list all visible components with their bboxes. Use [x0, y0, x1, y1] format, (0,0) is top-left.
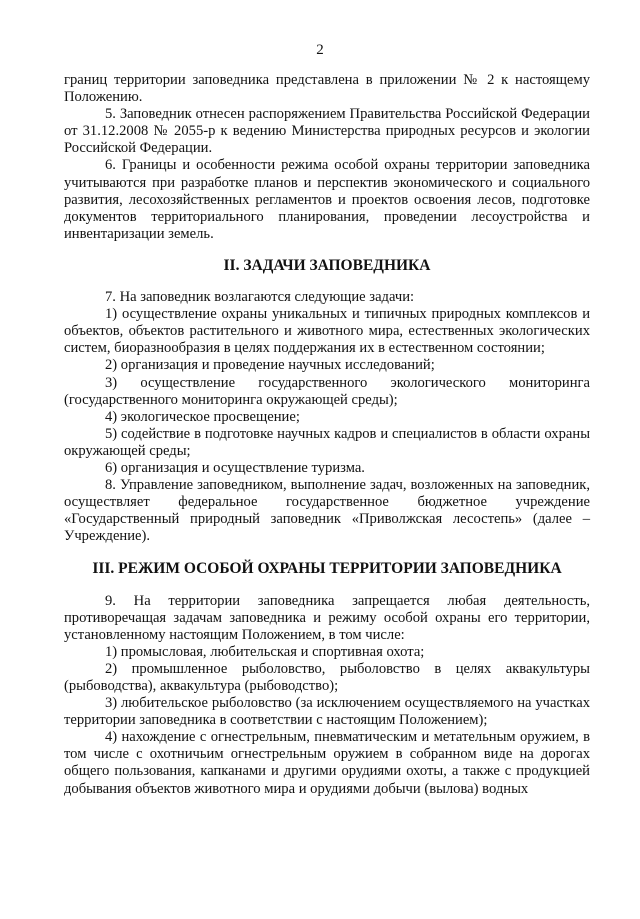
paragraph-6: 6. Границы и особенности режима особой охраны территории заповедника учитываются при разработке планов и перспектив экономического и социального развития, лесохозяйственных регламентов и проектов освоения лесов, подготовке документов территориального планирования, проведении лесоустройства и инвентаризации земель.: [64, 157, 590, 242]
paragraph-7: 7. На заповедник возлагаются следующие задачи:: [105, 289, 415, 306]
prohibition-item-3: 3) любительское рыболовство (за исключением осуществляемого на участках территории заповедника в соответствии с настоящим Положением);: [64, 695, 590, 729]
task-item-4: 4) экологическое просвещение;: [105, 408, 300, 425]
paragraph-continuation: границ территории заповедника представлена в приложении № 2 к настоящему Положению.: [64, 72, 590, 106]
task-item-3: 3) осуществление государственного экологического мониторинга (государственного мониторинга окружающей среды);: [64, 374, 590, 408]
section-heading-tasks: II. ЗАДАЧИ ЗАПОВЕДНИКА: [223, 256, 431, 274]
task-item-1: 1) осуществление охраны уникальных и типичных природных комплексов и объектов, объектов растительного и животного мира, естественных экологических систем, биоразнообразия в целях поддержания их в естественном состоянии;: [64, 306, 590, 357]
prohibition-item-1: 1) промысловая, любительская и спортивная охота;: [105, 643, 425, 660]
prohibition-item-4: 4) нахождение с огнестрельным, пневматическим и метательным оружием, в том числе с охотничьим огнестрельным оружием в собранном виде на дорогах общего пользования, капканами и другими орудиями охоты, а также с продукцией добывания объектов животного мира и орудиями добычи (вылова) водных: [64, 729, 590, 797]
document-body: [64, 72, 590, 798]
paragraph-9: 9. На территории заповедника запрещается любая деятельность, противоречащая задачам заповедника и режиму особой охраны его территории, установленному настоящим Положением, в том числе:: [64, 592, 590, 643]
task-item-2: 2) организация и проведение научных исследований;: [105, 357, 435, 374]
paragraph-8: 8. Управление заповедником, выполнение задач, возложенных на заповедник, осуществляет федеральное государственное бюджетное учреждение «Государственный природный заповедник «Приволжская лесостепь» (далее – Учреждение).: [64, 477, 590, 545]
prohibition-item-2: 2) промышленное рыболовство, рыболовство в целях аквакультуры (рыбоводства), аквакультура (рыбоводство);: [64, 660, 590, 694]
paragraph-5: 5. Заповедник отнесен распоряжением Правительства Российской Федерации от 31.12.2008 № 2055-р к ведению Министерства природных ресурсов и экологии Российской Федерации.: [64, 106, 590, 157]
page-number: 2: [316, 42, 324, 58]
section-heading-regime: III. РЕЖИМ ОСОБОЙ ОХРАНЫ ТЕРРИТОРИИ ЗАПОВЕДНИКА: [92, 560, 562, 578]
task-item-6: 6) организация и осуществление туризма.: [105, 459, 365, 476]
task-item-5: 5) содействие в подготовке научных кадров и специалистов в области охраны окружающей среды;: [64, 425, 590, 459]
